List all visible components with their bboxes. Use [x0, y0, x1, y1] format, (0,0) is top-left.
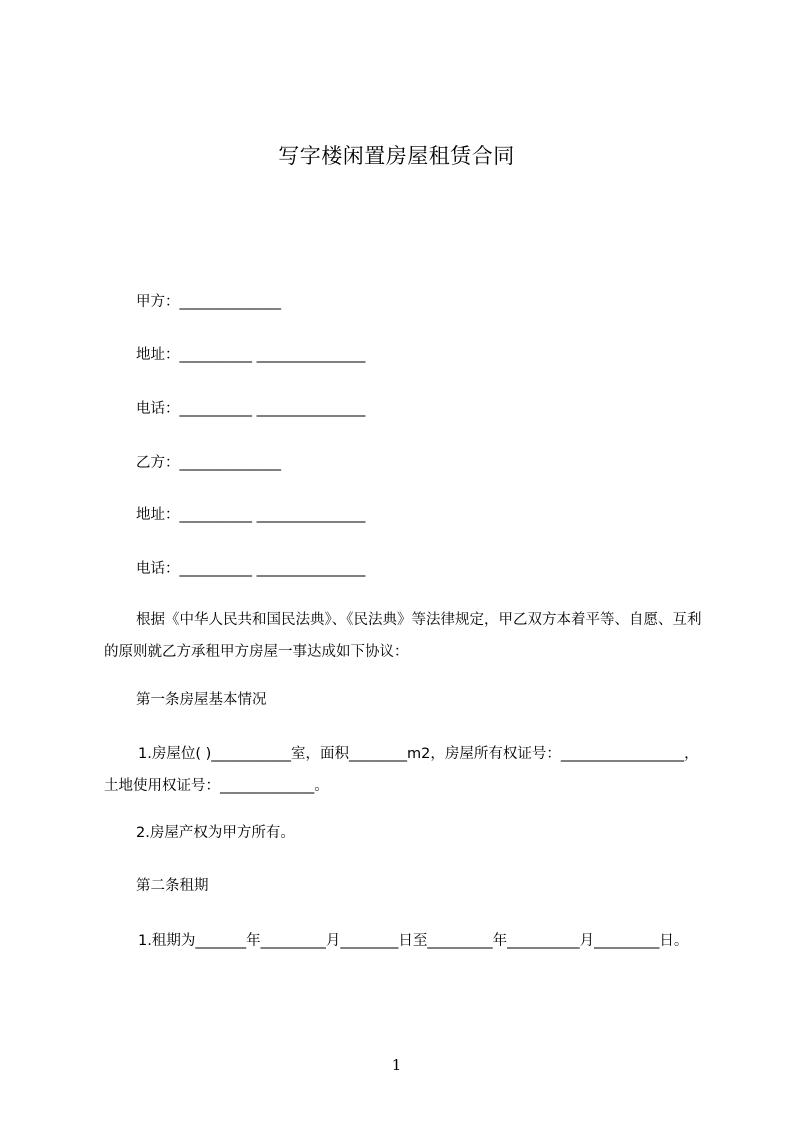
page-number: 1 — [391, 1056, 402, 1074]
article-2-heading: 第二条租期 — [136, 878, 209, 894]
party-a-address: 地址：__________ _______________ — [136, 347, 366, 363]
document-title: 写字楼闲置房屋租赁合同 — [278, 144, 515, 168]
party-b-address: 地址：__________ _______________ — [136, 507, 366, 523]
party-b-name: 乙方：______________ — [136, 455, 281, 471]
article-2-item-1: 1.租期为_______年_________月________日至_________年__________月_________日。 — [138, 933, 689, 949]
article-1-heading: 第一条房屋基本情况 — [136, 692, 267, 708]
article-1-item-2: 2.房屋产权为甲方所有。 — [136, 825, 295, 841]
party-a-phone: 电话：__________ _______________ — [136, 401, 366, 417]
party-b-phone: 电话：__________ _______________ — [136, 561, 366, 577]
preamble-paragraph: 根据《中华人民共和国民法典》、《民法典》等法律规定，甲乙双方本着平等、自愿、互利的原则就乙方承租甲方房屋一事达成如下协议： — [104, 612, 702, 660]
article-1-item-1: 1.房屋位( )___________室，面积________m2，房屋所有权证号：_________________，土地使用权证号：_____________。 — [104, 746, 699, 794]
party-a-name: 甲方：______________ — [136, 294, 281, 310]
